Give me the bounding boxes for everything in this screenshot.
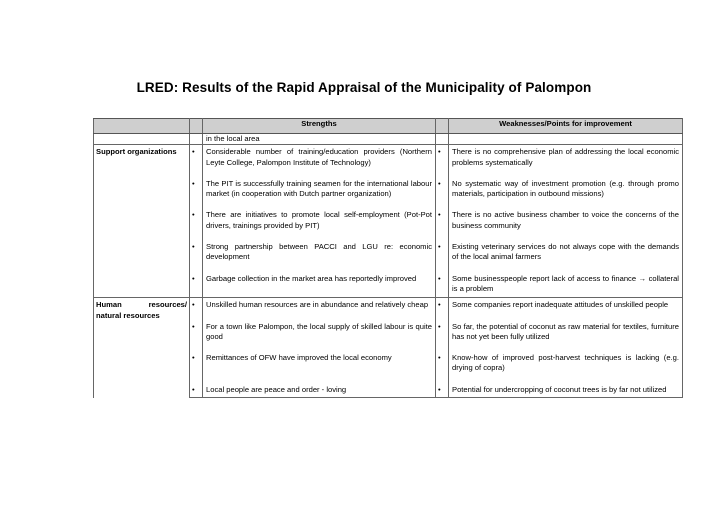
- header-weakness-bullet-column: [436, 119, 449, 134]
- bullet-icon: •: [190, 177, 203, 203]
- strength-text: Local people are peace and order - loving: [206, 384, 347, 394]
- weakness-text: So far, the potential of coconut as raw material for textiles, furniture has not yet been fully utilized: [452, 321, 679, 341]
- section-label-human-natural-resources: Human resources/ natural resources: [94, 298, 190, 398]
- bullet-icon: •: [190, 145, 203, 171]
- bullet-icon: •: [436, 320, 449, 346]
- section-label-support-organizations: Support organizations: [94, 145, 190, 298]
- bullet-icon: •: [436, 351, 449, 377]
- bullet-icon: •: [436, 208, 449, 234]
- weakness-text: There is no active business chamber to voice the concerns of the business community: [452, 210, 679, 230]
- strength-text: For a town like Palompon, the local supply of skilled labour is quite good: [206, 321, 432, 341]
- bullet-icon: •: [436, 298, 449, 314]
- strength-text: Unskilled human resources are in abundance and relatively cheap: [206, 300, 429, 310]
- appraisal-table: [93, 118, 683, 398]
- weakness-text: Some companies report inadequate attitudes of unskilled people: [452, 300, 669, 310]
- weakness-text: Know-how of improved post-harvest techniques is lacking (e.g. drying of copra): [452, 353, 679, 373]
- bullet-icon: •: [436, 240, 449, 266]
- header-weaknesses: Weaknesses/Points for improvement: [449, 119, 683, 134]
- table-row: [94, 298, 683, 314]
- header-strength-bullet-column: [190, 119, 203, 134]
- bullet-icon: •: [190, 240, 203, 266]
- bullet-icon: •: [190, 298, 203, 314]
- table-header-row: [94, 119, 683, 134]
- strength-text: There are initiatives to promote local self-employment (Pot-Pot drivers, trainings provided by PIT): [206, 210, 432, 230]
- bullet-icon: •: [436, 383, 449, 398]
- bullet-icon: •: [190, 208, 203, 234]
- header-label-column: [94, 119, 190, 134]
- weakness-text: No systematic way of investment promotion (e.g. through promo materials, participation in outbound missions): [452, 178, 679, 199]
- weakness-text: Existing veterinary services do not always cope with the demands of the local animal farmers: [452, 242, 679, 262]
- bullet-icon: •: [436, 272, 449, 298]
- header-strengths: Strengths: [203, 119, 436, 134]
- strength-text: The PIT is successfully training seamen for the international labour market (in cooperation with Dutch partner organization): [206, 178, 432, 199]
- document-title: LRED: Results of the Rapid Appraisal of the Municipality of Palompon: [136, 80, 592, 95]
- weakness-text: Potential for undercropping of coconut trees is by far not utilized: [452, 384, 667, 394]
- continuation-text: in the local area: [203, 134, 436, 145]
- bullet-icon: •: [190, 351, 203, 377]
- table-row: [94, 145, 683, 171]
- weakness-text: There is no comprehensive plan of addressing the local economic problems systematically: [452, 147, 679, 167]
- bullet-icon: •: [190, 272, 203, 298]
- strength-text: Strong partnership between PACCI and LGU re: economic development: [206, 242, 432, 262]
- weakness-text: Some businesspeople report lack of access to finance → collateral is a problem: [452, 273, 679, 293]
- strength-text: Considerable number of training/education providers (Northern Leyte College, Palompon Institute of Technology): [206, 147, 432, 167]
- bullet-icon: •: [436, 145, 449, 171]
- strength-text: Remittances of OFW have improved the local economy: [206, 353, 392, 363]
- strength-text: Garbage collection in the market area has reportedly improved: [206, 273, 417, 283]
- bullet-icon: •: [436, 177, 449, 203]
- bullet-icon: •: [190, 320, 203, 346]
- continuation-row: [94, 134, 683, 145]
- bullet-icon: •: [190, 383, 203, 398]
